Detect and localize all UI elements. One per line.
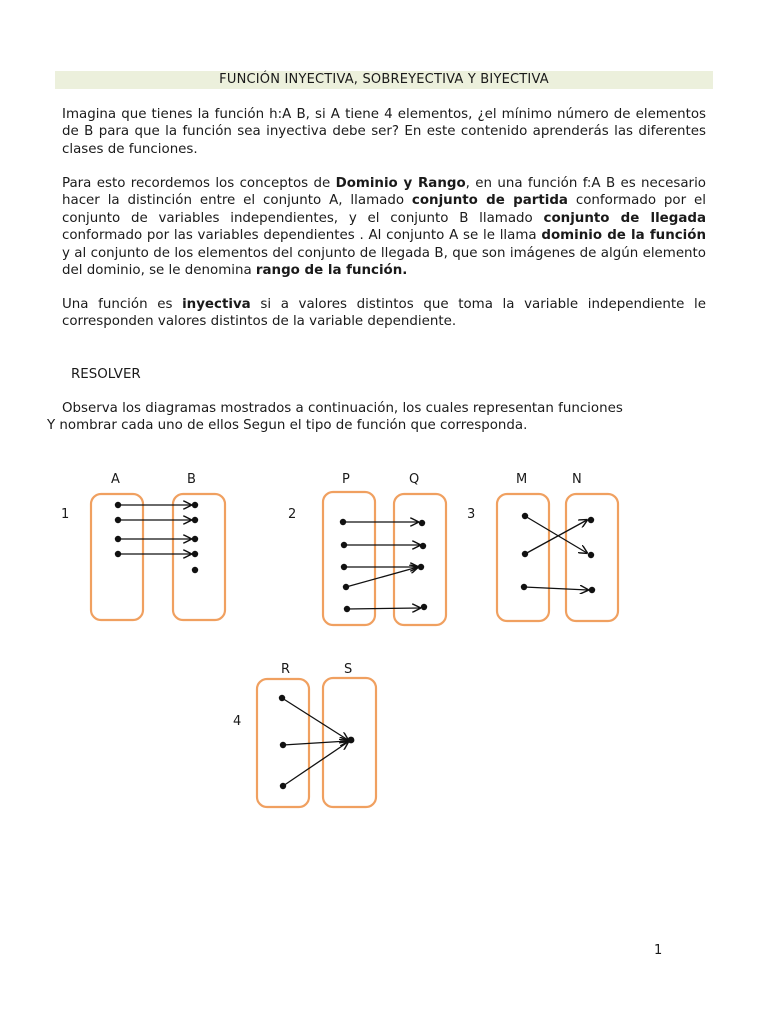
diagram-2-codomain-label: Q bbox=[409, 472, 420, 487]
diagram-3-point bbox=[522, 551, 528, 557]
diagram-2-point bbox=[344, 606, 350, 612]
diagram-4-arrow bbox=[282, 698, 348, 740]
diagram-2-point bbox=[418, 564, 424, 570]
resolver-heading: RESOLVER bbox=[71, 367, 141, 382]
concepts-text-3: conformado por el conjunto de variables independientes, y el conjunto B llamado bbox=[62, 193, 706, 226]
term-dominio-funcion: dominio de la función bbox=[541, 228, 706, 244]
diagram-4-arrow bbox=[283, 741, 348, 745]
term-inyectiva: inyectiva bbox=[182, 297, 251, 312]
page-number: 1 bbox=[654, 943, 663, 958]
diagram-3-arrow bbox=[524, 587, 588, 590]
diagram-4 bbox=[233, 662, 376, 807]
diagram-1-point bbox=[192, 517, 198, 523]
diagram-3-point bbox=[589, 587, 595, 593]
diagram-2-arrow bbox=[346, 567, 418, 587]
diagram-1-number: 1 bbox=[61, 507, 70, 522]
injective-text-2: si a valores distintos que toma la variable independiente le corresponden valores distintos de la variable dependiente. bbox=[62, 297, 706, 330]
diagram-2-set-p bbox=[323, 492, 375, 625]
diagram-4-domain-label: R bbox=[281, 662, 291, 677]
diagram-2-point bbox=[421, 604, 427, 610]
diagram-4-number: 4 bbox=[233, 714, 242, 729]
diagram-1-codomain-label: B bbox=[187, 472, 196, 487]
diagram-3-arrow bbox=[525, 516, 587, 553]
term-conjunto-partida: conjunto de partida bbox=[411, 193, 568, 209]
diagram-1-point bbox=[192, 502, 198, 508]
instruction-line-1: Observa los diagramas mostrados a continuación, los cuales representan funciones bbox=[62, 401, 623, 416]
diagram-1-set-b bbox=[173, 494, 225, 620]
term-conjunto-llegada: conjunto de llegada bbox=[543, 210, 706, 226]
diagram-3-point bbox=[588, 517, 594, 523]
diagram-2-point bbox=[343, 584, 349, 590]
diagram-3-point bbox=[522, 513, 528, 519]
diagram-3-codomain-label: N bbox=[572, 472, 582, 487]
diagram-3-domain-label: M bbox=[516, 472, 528, 487]
diagram-2 bbox=[288, 472, 446, 625]
diagram-4-point bbox=[348, 737, 355, 744]
diagram-4-point bbox=[280, 742, 286, 748]
concepts-text-1: Para esto recordemos los conceptos de bbox=[62, 176, 336, 191]
diagram-1-point bbox=[115, 536, 121, 542]
diagram-2-arrow bbox=[347, 608, 420, 609]
injective-text-1: Una función es bbox=[62, 297, 183, 312]
diagram-1-point bbox=[192, 567, 198, 573]
diagram-1-point bbox=[115, 502, 121, 508]
diagram-3-point bbox=[588, 552, 594, 558]
diagram-2-point bbox=[341, 564, 347, 570]
diagram-1-point bbox=[115, 517, 121, 523]
diagram-1-domain-label: A bbox=[111, 472, 120, 487]
concepts-text-2: , en una función f:A B es necesario hacer la distinción entre el conjunto A, llamado bbox=[62, 176, 706, 209]
diagram-4-point bbox=[280, 783, 286, 789]
diagram-2-point bbox=[420, 543, 426, 549]
diagram-3-arrow bbox=[525, 520, 587, 554]
diagram-2-domain-label: P bbox=[342, 472, 350, 487]
diagram-2-number: 2 bbox=[288, 507, 297, 522]
diagram-1-point bbox=[115, 551, 121, 557]
diagram-1 bbox=[61, 472, 225, 620]
diagram-3 bbox=[467, 472, 618, 621]
instruction-line-2: Y nombrar cada uno de ellos Segun el tipo de función que corresponda. bbox=[47, 418, 528, 433]
diagram-4-point bbox=[279, 695, 285, 701]
concepts-text-4: conformado por las variables dependientes . Al conjunto A se le llama bbox=[62, 228, 542, 244]
diagram-4-codomain-label: S bbox=[344, 662, 353, 677]
diagram-1-point bbox=[192, 536, 198, 542]
diagram-3-point bbox=[521, 584, 527, 590]
diagram-2-point bbox=[341, 542, 347, 548]
term-rango-funcion: rango de la función. bbox=[255, 263, 408, 279]
concepts-text-5: y al conjunto de los elementos del conjunto de llegada B, que son imágenes de algún elemento del dominio, se le denomina bbox=[62, 245, 706, 279]
diagram-3-number: 3 bbox=[467, 507, 476, 522]
term-dominio-rango: Dominio y Rango bbox=[335, 176, 466, 191]
document-title: FUNCIÓN INYECTIVA, SOBREYECTIVA Y BIYECTIVA bbox=[55, 71, 713, 89]
intro-paragraph: Imagina que tienes la función h:A B, si A tiene 4 elementos, ¿el mínimo número de elementos de B para que la función sea inyectiva debe ser? En este contenido aprenderás las diferentes clases de funciones. bbox=[62, 107, 706, 157]
diagram-4-arrow bbox=[283, 742, 348, 786]
diagram-2-set-q bbox=[394, 494, 446, 625]
diagram-1-point bbox=[192, 551, 198, 557]
diagram-3-set-m bbox=[497, 494, 549, 621]
diagram-2-point bbox=[419, 520, 425, 526]
diagram-2-point bbox=[340, 519, 346, 525]
